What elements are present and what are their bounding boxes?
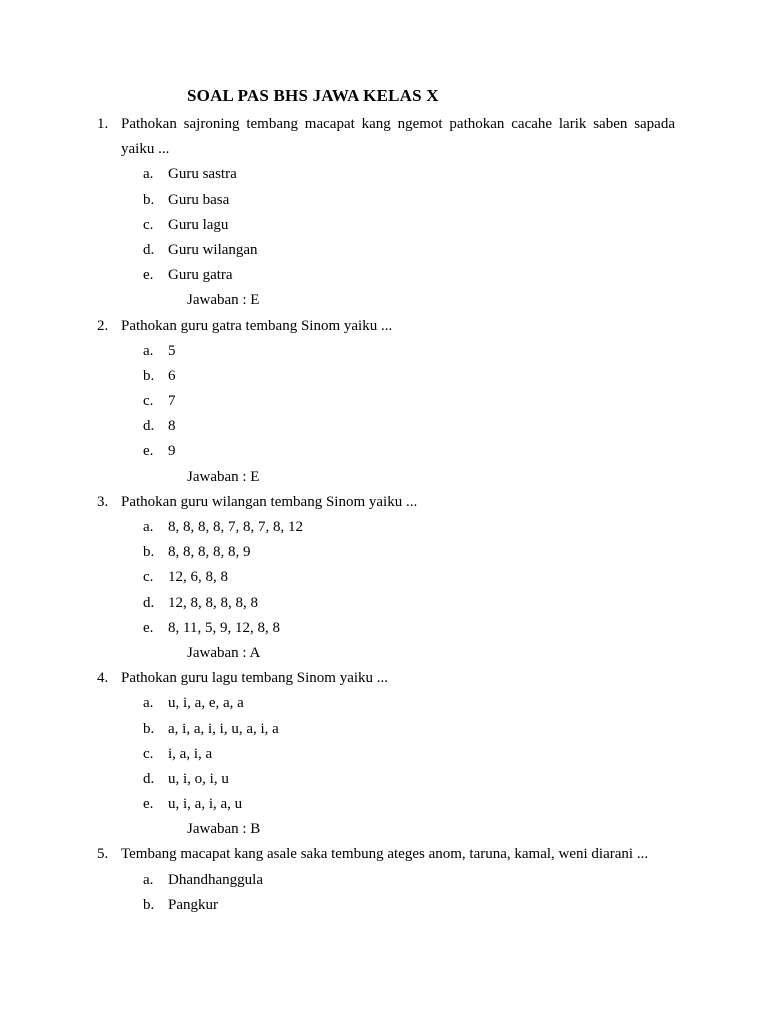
option-text: 12, 8, 8, 8, 8, 8 bbox=[168, 594, 258, 611]
option-letter: a. bbox=[143, 695, 154, 712]
option-text: 8, 8, 8, 8, 7, 8, 7, 8, 12 bbox=[168, 519, 303, 535]
option-text: 7 bbox=[168, 393, 176, 410]
option-text: u, i, o, i, u bbox=[168, 770, 229, 787]
option-text: 8, 8, 8, 8, 8, 9 bbox=[168, 544, 251, 561]
answer-text: Jawaban : A bbox=[187, 644, 261, 661]
option-letter: b. bbox=[143, 367, 155, 384]
option-letter: a. bbox=[143, 871, 154, 888]
option-item bbox=[0, 792, 768, 817]
option-letter: e. bbox=[143, 267, 154, 284]
option-text: a, i, a, i, i, u, a, i, a bbox=[168, 720, 279, 737]
option-text: u, i, a, i, a, u bbox=[168, 796, 243, 813]
option-text: Guru sastra bbox=[168, 166, 237, 183]
option-item bbox=[0, 364, 768, 389]
option-text: i, a, i, a bbox=[168, 745, 213, 762]
option-item bbox=[0, 691, 768, 716]
option-item bbox=[0, 717, 768, 742]
answer-text: Jawaban : E bbox=[187, 292, 260, 309]
question-list bbox=[0, 112, 768, 918]
option-letter: c. bbox=[143, 569, 154, 586]
option-item bbox=[0, 616, 768, 641]
option-text: Guru basa bbox=[168, 191, 230, 208]
option-letter: b. bbox=[143, 191, 155, 208]
option-item bbox=[0, 414, 768, 439]
question-number: 1. bbox=[97, 116, 109, 132]
question-4 bbox=[0, 666, 768, 691]
option-item bbox=[0, 515, 768, 540]
option-item bbox=[0, 389, 768, 414]
answer-text: Jawaban : B bbox=[187, 821, 261, 838]
question-number: 3. bbox=[97, 493, 109, 510]
option-text: 9 bbox=[168, 443, 176, 460]
option-letter: e. bbox=[143, 443, 154, 460]
option-letter: c. bbox=[143, 393, 154, 410]
answer-text: Jawaban : E bbox=[187, 468, 260, 485]
question-2 bbox=[0, 314, 768, 339]
option-letter: a. bbox=[143, 342, 154, 359]
option-item bbox=[0, 565, 768, 590]
answer-line bbox=[0, 465, 768, 490]
question-number: 4. bbox=[97, 670, 109, 687]
option-text: 6 bbox=[168, 367, 176, 384]
option-item bbox=[0, 213, 768, 238]
question-number: 2. bbox=[97, 317, 109, 334]
option-letter: b. bbox=[143, 896, 155, 913]
option-text: 8 bbox=[168, 418, 176, 435]
option-item bbox=[0, 540, 768, 565]
option-letter: e. bbox=[143, 796, 154, 813]
option-letter: c. bbox=[143, 216, 154, 233]
option-text: Guru gatra bbox=[168, 267, 233, 284]
question-5 bbox=[0, 842, 768, 867]
option-text: 5 bbox=[168, 342, 176, 359]
option-item bbox=[0, 439, 768, 464]
option-letter: b. bbox=[143, 544, 155, 561]
option-item bbox=[0, 162, 768, 187]
option-text: Pangkur bbox=[168, 896, 218, 913]
question-3 bbox=[0, 490, 768, 515]
question-1-continuation bbox=[0, 137, 768, 162]
option-letter: d. bbox=[143, 241, 155, 258]
option-text: Guru lagu bbox=[168, 216, 229, 233]
option-item bbox=[0, 238, 768, 263]
option-item bbox=[0, 263, 768, 288]
option-item bbox=[0, 742, 768, 767]
option-letter: b. bbox=[143, 720, 155, 737]
question-text: Pathokan guru wilangan tembang Sinom yaiku ... bbox=[121, 493, 418, 510]
question-text-continued: yaiku ... bbox=[121, 141, 170, 158]
option-item bbox=[0, 591, 768, 616]
option-text: Guru wilangan bbox=[168, 241, 258, 258]
question-1 bbox=[0, 112, 768, 137]
question-text: Pathokan sajroning tembang macapat kang ngemot pathokan cacahe larik saben sapada bbox=[121, 116, 675, 132]
option-letter: d. bbox=[143, 770, 155, 787]
question-text: Pathokan guru lagu tembang Sinom yaiku ... bbox=[121, 670, 389, 687]
option-item bbox=[0, 767, 768, 792]
option-letter: d. bbox=[143, 418, 155, 435]
answer-line bbox=[0, 817, 768, 842]
answer-line bbox=[0, 641, 768, 666]
option-item bbox=[0, 339, 768, 364]
question-text: Tembang macapat kang asale saka tembung ateges anom, taruna, kamal, weni diarani ... bbox=[121, 846, 649, 863]
option-item bbox=[0, 893, 768, 918]
option-text: 8, 11, 5, 9, 12, 8, 8 bbox=[168, 619, 280, 636]
answer-line bbox=[0, 288, 768, 313]
option-item bbox=[0, 188, 768, 213]
option-letter: d. bbox=[143, 594, 155, 611]
option-text: u, i, a, e, a, a bbox=[168, 695, 244, 712]
option-item bbox=[0, 868, 768, 893]
option-text: Dhandhanggula bbox=[168, 871, 263, 888]
option-text: 12, 6, 8, 8 bbox=[168, 569, 228, 586]
option-letter: e. bbox=[143, 619, 154, 636]
option-letter: a. bbox=[143, 519, 154, 535]
option-letter: c. bbox=[143, 745, 154, 762]
question-number: 5. bbox=[97, 846, 109, 863]
page-title: SOAL PAS BHS JAWA KELAS X bbox=[187, 86, 439, 105]
question-text: Pathokan guru gatra tembang Sinom yaiku ... bbox=[121, 317, 393, 334]
option-letter: a. bbox=[143, 166, 154, 183]
